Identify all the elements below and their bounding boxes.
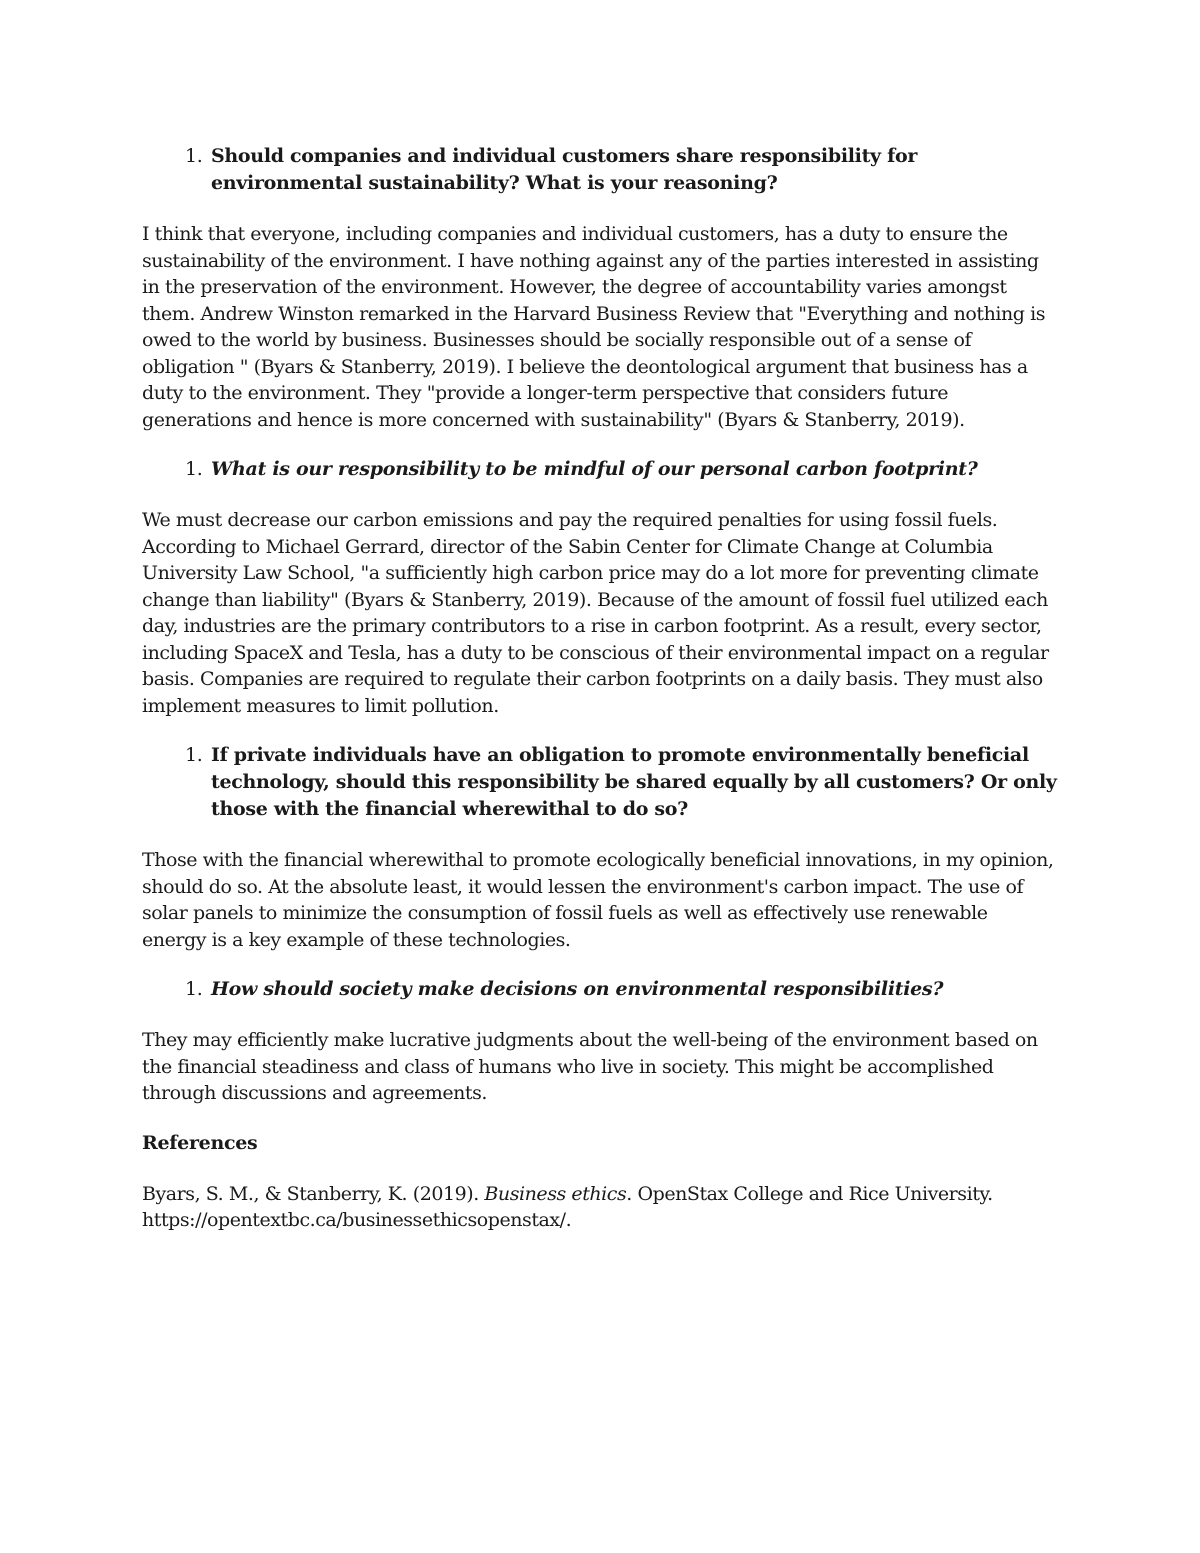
question-4-text: How should society make decisions on environmental responsibilities? — [211, 978, 944, 1000]
question-3-text: If private individuals have an obligation to promote environmentally beneficial technology, should this responsibility be shared equally by all customers? Or only those with the financial wherewithal to do so? — [211, 744, 1057, 820]
question-3 — [185, 742, 1057, 823]
question-1 — [185, 143, 1057, 197]
answer-4: They may efficiently make lucrative judgments about the well-being of the environment based on the financial steadiness and class of humans who live in society. This might be accomplished through discussions and agreements. — [142, 1029, 1038, 1104]
answer-2: We must decrease our carbon emissions and pay the required penalties for using fossil fuels. According to Michael Gerrard, director of the Sabin Center for Climate Change at Columbia University Law School, "a sufficiently high carbon price may do a lot more for preventing climate change than liability" (Byars & Stanberry, 2019). Because of the amount of fossil fuel utilized each day, industries are the primary contributors to a rise in carbon footprint. As a result, every sector, including SpaceX and Tesla, has a duty to be conscious of their environmental impact on a regular basis. Companies are required to regulate their carbon footprints on a daily basis. They must also implement measures to limit pollution. — [142, 509, 1049, 717]
answer-3: Those with the financial wherewithal to promote ecologically beneficial innovations, in my opinion, should do so. At the absolute least, it would lessen the environment's carbon impact. The use of solar panels to minimize the consumption of fossil fuels as well as effectively use renewable energy is a key example of these technologies. — [142, 849, 1054, 951]
question-4 — [185, 976, 1057, 1003]
question-1-number: 1. — [185, 145, 203, 167]
question-2 — [185, 456, 1057, 483]
question-2-number: 1. — [185, 458, 203, 480]
document-body — [142, 143, 1057, 1234]
question-4-number: 1. — [185, 978, 203, 1000]
reference-publisher: . OpenStax College and Rice University. — [626, 1182, 993, 1205]
question-2-text: What is our responsibility to be mindful of our personal carbon footprint? — [211, 458, 978, 480]
reference-entry — [142, 1181, 1057, 1234]
reference-url: https://opentextbc.ca/businessethicsopenstax/. — [142, 1209, 572, 1231]
reference-title: Business ethics — [484, 1182, 627, 1205]
question-1-text: Should companies and individual customers share responsibility for environmental sustainability? What is your reasoning? — [211, 145, 918, 194]
question-3-number: 1. — [185, 744, 203, 766]
reference-authors: Byars, S. M., & Stanberry, K. (2019). — [142, 1182, 479, 1205]
references-heading: References — [142, 1131, 258, 1154]
answer-1: I think that everyone, including companies and individual customers, has a duty to ensure the sustainability of the environment. I have nothing against any of the parties interested in assisting in the preservation of the environment. However, the degree of accountability varies amongst them. Andrew Winston remarked in the Harvard Business Review that "Everything and nothing is owed to the world by business. Businesses should be socially responsible out of a sense of obligation " (Byars & Stanberry, 2019). I believe the deontological argument that business has a duty to the environment. They "provide a longer-term perspective that considers future generations and hence is more concerned with sustainability" (Byars & Stanberry, 2019). — [142, 223, 1045, 431]
